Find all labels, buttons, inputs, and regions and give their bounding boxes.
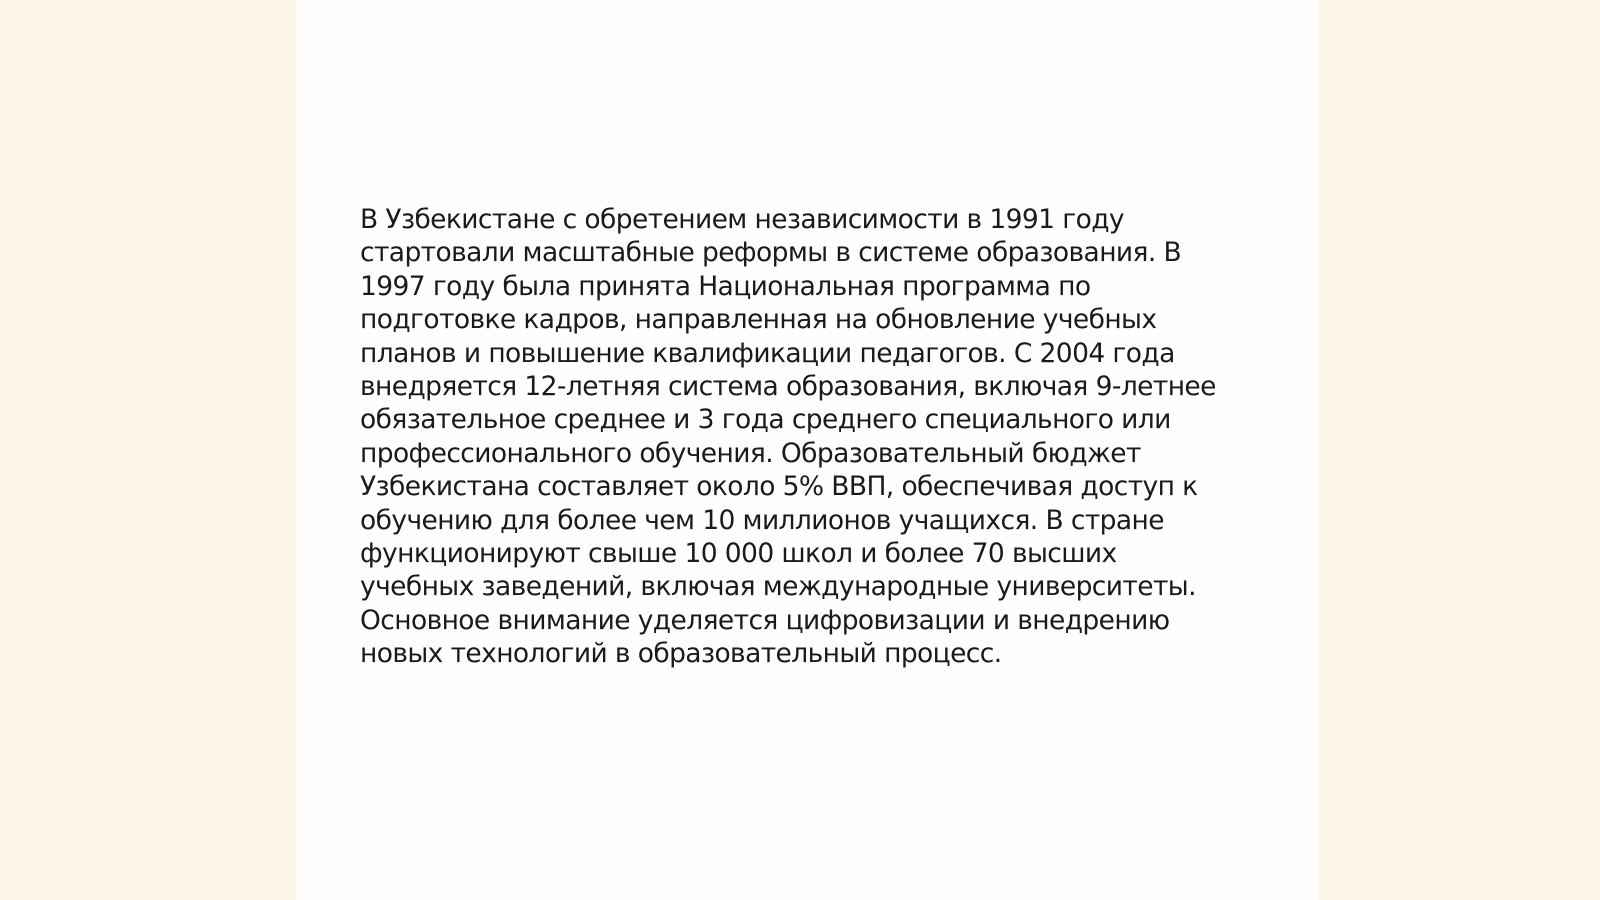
left-margin: [0, 0, 296, 900]
right-margin: [1318, 0, 1600, 900]
page-content-area: [296, 0, 1318, 900]
body-paragraph: В Узбекистане с обретением независимости в 1991 году стартовали масштабные реформы в системе образования. В 1997 году была принята Национальная программа по подготовке кадров, направленная на обновление учебных планов и повышение квалификации педагогов. С 2004 года внедряется 12-летняя система образования, включая 9-летнее обязательное среднее и 3 года среднего специального или профессионального обучения. Образовательный бюджет Узбекистана составляет около 5% ВВП, обеспечивая доступ к обучению для более чем 10 миллионов учащихся. В стране функционируют свыше 10 000 школ и более 70 высших учебных заведений, включая международные университеты. Основное внимание уделяется цифровизации и внедрению новых технологий в образовательный процесс.: [360, 204, 1216, 670]
